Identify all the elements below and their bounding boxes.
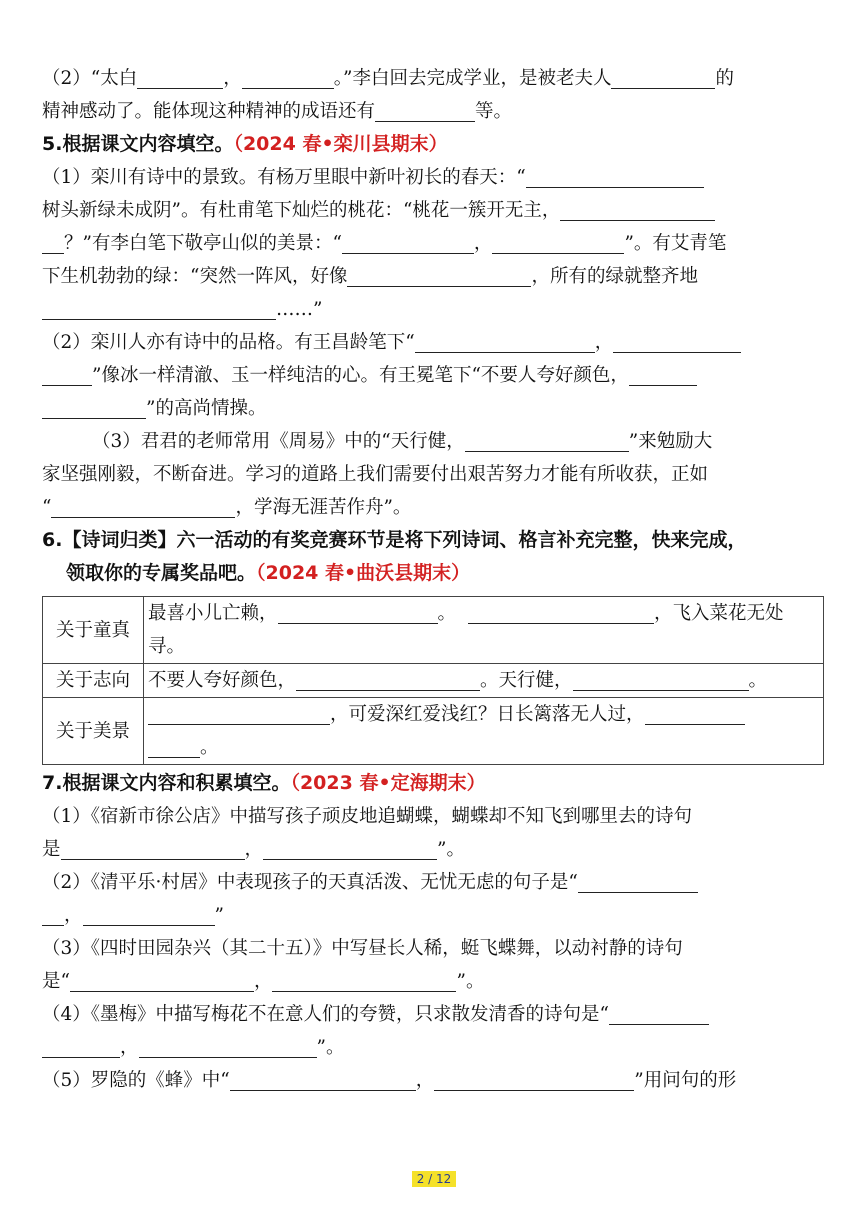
blank[interactable] — [42, 905, 64, 926]
blank[interactable] — [573, 670, 749, 691]
q7-item1-line1: （1）《宿新市徐公店》中描写孩子顽皮地追蝴蝶，蝴蝶却不知飞到哪里去的诗句 — [42, 806, 693, 827]
blank[interactable] — [645, 704, 745, 725]
blank[interactable] — [137, 68, 223, 89]
blank[interactable] — [139, 1037, 317, 1058]
q6-source: （2024 春•曲沃县期末） — [256, 562, 471, 584]
q5-p1-line4: 下生机勃勃的绿：“突然一阵风，好像 ，所有的绿就整齐地 — [42, 266, 698, 287]
blank[interactable] — [465, 431, 629, 452]
content-cell: 最喜小儿亡赖， 。 ，飞入菜花无处 寻。 — [144, 597, 824, 664]
blank[interactable] — [526, 167, 704, 188]
page-number: 2 / 12 — [412, 1171, 457, 1187]
q7-item2-line2: ， ” — [42, 899, 828, 932]
blank[interactable] — [272, 971, 456, 992]
q5-p1-line5: ……” — [42, 293, 828, 326]
blank[interactable] — [263, 839, 437, 860]
worksheet-page — [42, 62, 828, 1097]
blank[interactable] — [148, 737, 200, 758]
blank[interactable] — [278, 603, 438, 624]
blank[interactable] — [611, 68, 715, 89]
blank[interactable] — [42, 233, 64, 254]
content-cell: ，可爱深红爱浅红？日长篱落无人过， 。 — [144, 698, 824, 765]
poetry-table — [42, 596, 824, 765]
blank[interactable] — [242, 68, 334, 89]
q5-p1-line3: ？”有李白笔下敬亭山似的美景：“ ， ”。有艾青笔 — [42, 227, 828, 260]
blank[interactable] — [42, 365, 92, 386]
blank[interactable] — [42, 299, 276, 320]
q7-item3-line2: 是“ ， ”。 — [42, 971, 485, 992]
q7-source: （2023 春•定海期末） — [290, 772, 486, 794]
blank[interactable] — [70, 971, 254, 992]
category-cell: 关于志向 — [43, 664, 144, 698]
q6-heading: 6.【诗词归类】六一活动的有奖竞赛环节是将下列诗词、格言补充完整，快来完成， — [42, 529, 747, 551]
q7-item2-line1: （2）《清平乐·村居》中表现孩子的天真活泼、无忧无虑的句子是“ — [42, 866, 828, 899]
blank[interactable] — [51, 497, 235, 518]
blank[interactable] — [230, 1070, 416, 1091]
blank[interactable] — [42, 1037, 120, 1058]
blank[interactable] — [83, 905, 215, 926]
blank[interactable] — [629, 365, 697, 386]
blank[interactable] — [415, 332, 595, 353]
blank[interactable] — [375, 101, 475, 122]
q5-heading: 5.根据课文内容填空。（2024 春•栾川县期末） — [42, 133, 448, 155]
q5-p2-line1: （2）栾川人亦有诗中的品格。有王昌龄笔下“ ， — [42, 326, 828, 359]
blank[interactable] — [613, 332, 741, 353]
q7-heading: 7.根据课文内容和积累填空。（2023 春•定海期末） — [42, 772, 486, 794]
q5-p3-line3: “ ，学海无涯苦作舟”。 — [42, 497, 412, 518]
q4-item2-line1: （2）“太白 ， 。”李白回去完成学业，是被老夫人 的 — [42, 68, 734, 89]
page-footer — [0, 1168, 868, 1187]
blank[interactable] — [468, 603, 654, 624]
blank[interactable] — [296, 670, 480, 691]
q5-p1-line1: （1）栾川有诗中的景致。有杨万里眼中新叶初长的春天：“ — [42, 161, 828, 194]
blank[interactable] — [148, 704, 330, 725]
blank[interactable] — [609, 1004, 709, 1025]
q7-item1-line2: 是 ， ”。 — [42, 839, 465, 860]
blank[interactable] — [434, 1070, 634, 1091]
q5-p3-line1: （3）君君的老师常用《周易》中的“天行健， ”来勉励大 — [92, 431, 713, 452]
q7-item4-line1: （4）《墨梅》中描写梅花不在意人们的夸赞，只求散发清香的诗句是“ — [42, 998, 828, 1031]
blank[interactable] — [578, 872, 698, 893]
blank[interactable] — [560, 200, 715, 221]
q7-item5-line1: （5）罗隐的《蜂》中“ ， ”用问句的形 — [42, 1070, 737, 1091]
q5-p2-line3: ”的高尚情操。 — [42, 392, 828, 425]
q7-item3-line1: （3）《四时田园杂兴（其二十五）》中写昼长人稀，蜓飞蝶舞，以动衬静的诗句 — [42, 938, 683, 959]
q5-p2-line2: ”像冰一样清澈、玉一样纯洁的心。有王冕笔下“不要人夸好颜色， — [42, 359, 828, 392]
blank[interactable] — [342, 233, 474, 254]
q5-p3-line2: 家坚强刚毅，不断奋进。学习的道路上我们需要付出艰苦努力才能有所收获，正如 — [42, 464, 709, 485]
q7-item4-line2: ， ”。 — [42, 1031, 828, 1064]
table-row — [43, 664, 824, 698]
blank[interactable] — [42, 398, 146, 419]
category-cell: 关于童真 — [43, 597, 144, 664]
blank[interactable] — [492, 233, 624, 254]
q5-source: （2024 春•栾川县期末） — [233, 133, 448, 155]
category-cell: 关于美景 — [43, 698, 144, 765]
blank[interactable] — [61, 839, 245, 860]
blank[interactable] — [347, 266, 531, 287]
q4-item2-line2: 精神感动了。能体现这种精神的成语还有 等。 — [42, 101, 513, 122]
table-row — [43, 698, 824, 765]
content-cell: 不要人夸好颜色， 。天行健， 。 — [144, 664, 824, 698]
q6-heading-line2: 领取你的专属奖品吧。（2024 春•曲沃县期末） — [66, 562, 471, 584]
table-row — [43, 597, 824, 664]
q5-p1-line2: 树头新绿未成阴”。有杜甫笔下灿烂的桃花：“桃花一簇开无主， — [42, 194, 828, 227]
